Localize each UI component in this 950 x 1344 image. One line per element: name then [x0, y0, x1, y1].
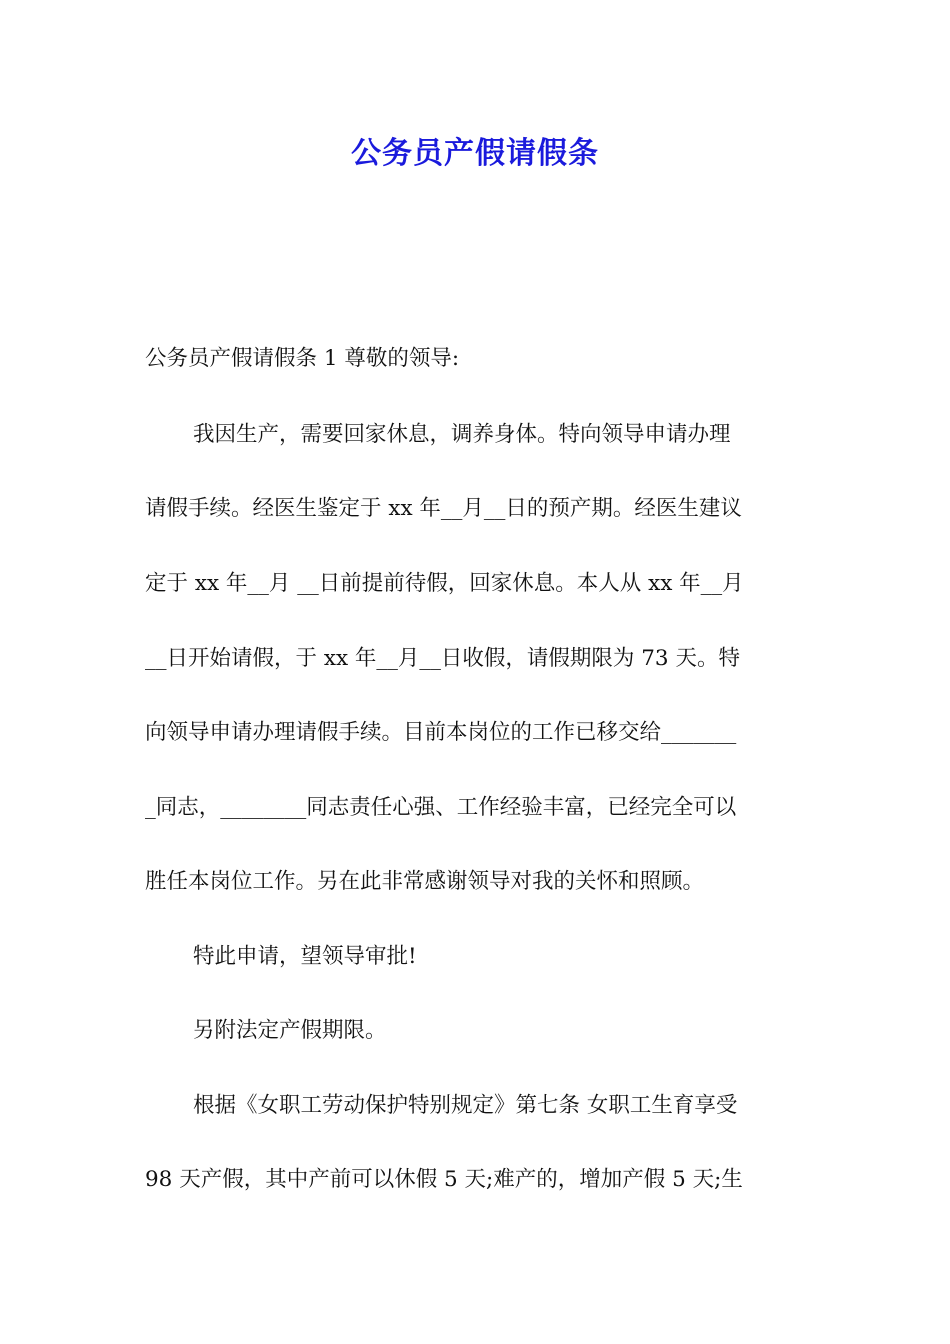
paragraph-line: 98 天产假，其中产前可以休假 5 天;难产的，增加产假 5 天;生 — [145, 1167, 743, 1192]
paragraph-line: 根据《女职工劳动保护特别规定》第七条 女职工生育享受 — [193, 1093, 738, 1118]
paragraph-line: 定于 xx 年__月 __日前提前待假，回家休息。本人从 xx 年__月 — [145, 571, 744, 596]
paragraph-line: 胜任本岗位工作。另在此非常感谢领导对我的关怀和照顾。 — [145, 869, 705, 894]
paragraph-line: __日开始请假，于 xx 年__月__日收假，请假期限为 73 天。特 — [145, 646, 740, 671]
paragraph-line: _同志，________同志责任心强、工作经验丰富，已经完全可以 — [145, 795, 737, 820]
document-title: 公务员产假请假条 — [351, 136, 599, 171]
paragraph-line: 向领导申请办理请假手续。目前本岗位的工作已移交给_______ — [145, 720, 737, 745]
salutation-line: 公务员产假请假条 1 尊敬的领导: — [145, 346, 460, 371]
paragraph-line: 我因生产，需要回家休息，调养身体。特向领导申请办理 — [193, 422, 731, 447]
closing-line: 特此申请，望领导审批! — [193, 944, 417, 969]
paragraph-line: 请假手续。经医生鉴定于 xx 年__月__日的预产期。经医生建议 — [145, 496, 742, 521]
appendix-line: 另附法定产假期限。 — [193, 1018, 387, 1043]
